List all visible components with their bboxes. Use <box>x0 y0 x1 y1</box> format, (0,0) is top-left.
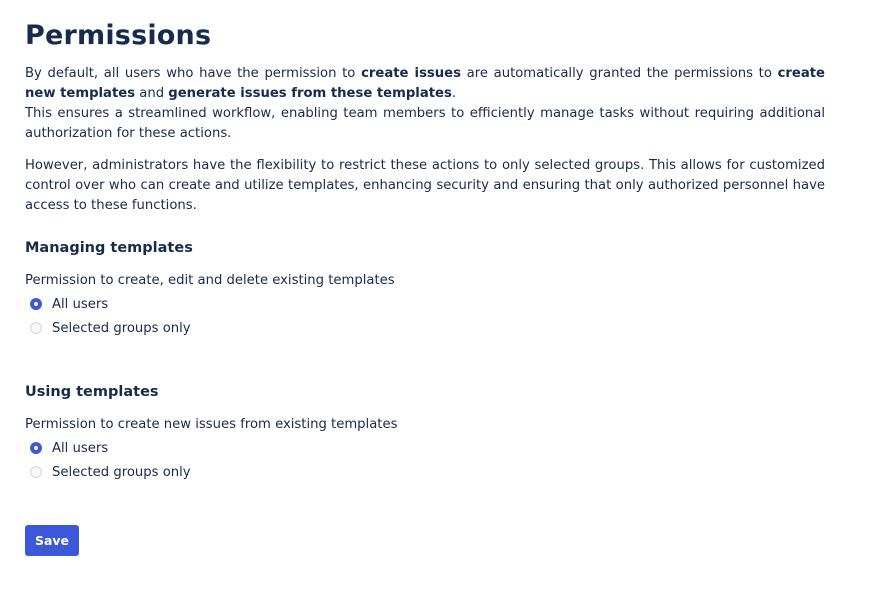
intro-paragraph-3: However, administrators have the flexibility to restrict these actions to only selected groups. This allows for customized control over who can create and utilize templates, enhancing security and ensuring that only authorized personnel have access to these functions. <box>25 158 825 213</box>
page-title: Permissions <box>25 20 212 51</box>
radio-label: Selected groups only <box>52 320 191 336</box>
section-title-managing-templates: Managing templates <box>25 240 193 256</box>
using-permission-label: Permission to create new issues from existing templates <box>25 417 398 432</box>
save-button[interactable]: Save <box>25 525 79 556</box>
radio-unchecked-icon[interactable] <box>30 322 42 334</box>
intro-emphasis-generate-issues: generate issues from these templates <box>168 86 452 101</box>
intro-text: . <box>451 86 457 101</box>
using-option-selected-groups[interactable] <box>30 462 191 482</box>
radio-label: All users <box>52 440 109 456</box>
intro-text: and <box>135 86 169 101</box>
radio-checked-icon[interactable] <box>30 442 42 454</box>
intro-paragraph-1 <box>25 64 825 104</box>
intro-emphasis-create-templates: create new templates <box>25 66 826 101</box>
intro-text: are automatically granted the permissions to <box>460 66 778 81</box>
radio-label: All users <box>52 296 109 312</box>
managing-option-all-users[interactable] <box>30 294 108 314</box>
managing-permission-label: Permission to create, edit and delete existing templates <box>25 273 395 288</box>
radio-unchecked-icon[interactable] <box>30 466 42 478</box>
radio-checked-icon[interactable] <box>30 298 42 310</box>
section-title-using-templates: Using templates <box>25 384 159 400</box>
intro-text: By default, all users who have the permission to <box>25 66 362 81</box>
intro-paragraph-2: This ensures a streamlined workflow, enabling team members to efficiently manage tasks without requiring additional authorization for these actions. <box>25 106 825 141</box>
radio-label: Selected groups only <box>52 464 191 480</box>
intro-emphasis-create-issues: create issues <box>361 66 461 81</box>
managing-option-selected-groups[interactable] <box>30 318 191 338</box>
using-option-all-users[interactable] <box>30 438 108 458</box>
